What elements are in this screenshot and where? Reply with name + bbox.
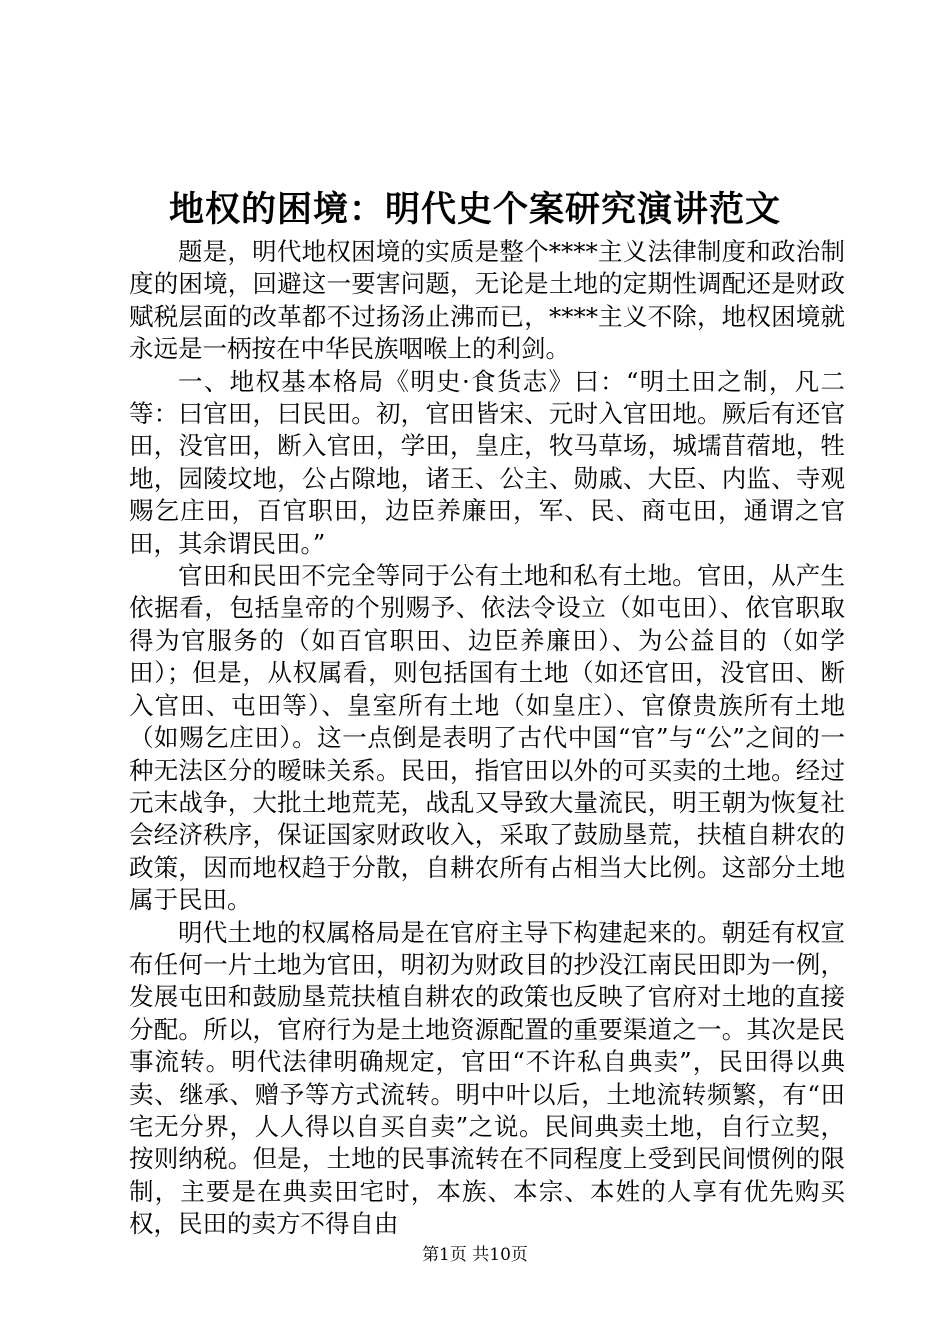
page-title: 地权的困境：明代史个案研究演讲范文 <box>168 189 781 230</box>
page-number-footer: 第1页 共10页 <box>422 1245 528 1265</box>
paragraph-1: 题是，明代地权困境的实质是整个****主义法律制度和政治制度的困境，回避这一要害问题，无论是土地的定期性调配还是财政赋税层面的改革都不过扬汤止沸而已，****主义不除，地权困境就永远是一柄按在中华民族咽喉上的利剑。 <box>129 237 845 364</box>
document-body <box>129 236 845 1241</box>
paragraph-2: 一、地权基本格局《明史·食货志》曰：“明土田之制，凡二等：曰官田，曰民田。初，官田皆宋、元时入官田地。厥后有还官田，没官田，断入官田，学田，皇庄，牧马草场，城壖苜蓿地，牲地，园陵坟地，公占隙地，诸王、公主、勋戚、大臣、内监、寺观赐乞庄田，百官职田，边臣养廉田，军、民、商屯田，通谓之官田，其余谓民田。” <box>129 366 845 558</box>
paragraph-3: 官田和民田不完全等同于公有土地和私有土地。官田，从产生依据看，包括皇帝的个别赐予、依法令设立（如屯田）、依官职取得为官服务的（如百官职田、边臣养廉田）、为公益目的（如学田）；但是，从权属看，则包括国有土地（如还官田，没官田、断入官田、屯田等）、皇室所有土地（如皇庄）、官僚贵族所有土地（如赐乞庄田）。这一点倒是表明了古代中国“官”与“公”之间的一种无法区分的暧昧关系。民田，指官田以外的可买卖的土地。经过元末战争，大批土地荒芜，战乱又导致大量流民，明王朝为恢复社会经济秩序，保证国家财政收入，采取了鼓励垦荒，扶植自耕农的政策，因而地权趋于分散，自耕农所有占相当大比例。这部分土地属于民田。 <box>129 561 845 915</box>
paragraph-4: 明代土地的权属格局是在官府主导下构建起来的。朝廷有权宣布任何一片土地为官田，明初为财政目的抄没江南民田即为一例，发展屯田和鼓励垦荒扶植自耕农的政策也反映了官府对土地的直接分配。所以，官府行为是土地资源配置的重要渠道之一。其次是民事流转。明代法律明确规定，官田“不许私自典卖”，民田得以典卖、继承、赠予等方式流转。明中叶以后，土地流转频繁，有“田宅无分界，人人得以自买自卖”之说。民间典卖土地，自行立契，按则纳税。但是，土地的民事流转在不同程度上受到民间惯例的限制，主要是在典卖田宅时，本族、本宗、本姓的人享有优先购买权，民田的卖方不得自由 <box>129 917 845 1239</box>
